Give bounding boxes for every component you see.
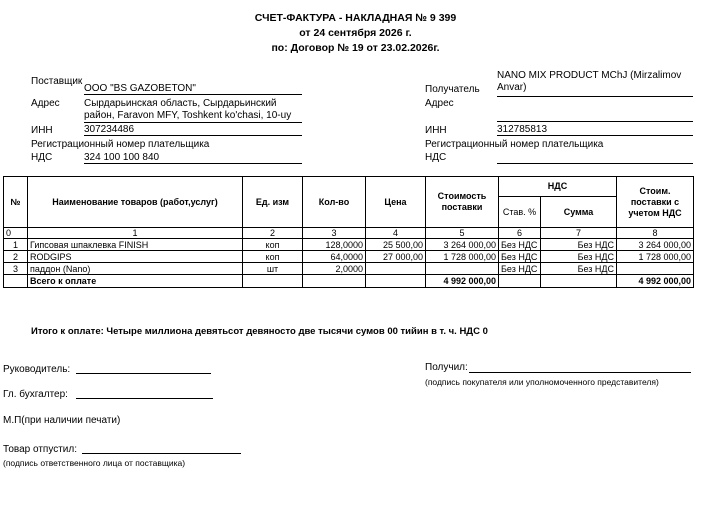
supplier-inn: 307234486	[84, 124, 302, 136]
document-date: от 24 сентября 2026 г.	[299, 27, 412, 39]
table-row	[4, 239, 694, 251]
header-rate: Став. %	[499, 197, 541, 228]
row-price: 25 500,00	[366, 239, 426, 251]
row-cost: 3 264 000,00	[426, 239, 499, 251]
recipient-nds-line	[497, 163, 693, 164]
received-signature-line	[469, 372, 691, 373]
row-unit: коп	[243, 251, 303, 263]
manager-signature-line	[76, 373, 211, 374]
recipient-reg-label: Регистрационный номер плательщика	[425, 139, 604, 150]
received-note: (подпись покупателя или уполномоченного представителя)	[425, 377, 659, 387]
recipient-nds-label: НДС	[425, 152, 447, 163]
header-qty: Кол-во	[303, 177, 366, 228]
row-num: 3	[4, 263, 28, 275]
table-row	[4, 263, 694, 275]
row-unit: коп	[243, 239, 303, 251]
accountant-label: Гл. бухгалтер:	[3, 389, 68, 400]
recipient-address-line	[497, 121, 693, 122]
recipient-address-label: Адрес	[425, 98, 454, 109]
header-num: №	[4, 177, 28, 228]
row-name: RODGIPS	[28, 251, 243, 263]
column-number-row	[4, 228, 694, 239]
row-rate: Без НДС	[499, 239, 541, 251]
row-rate: Без НДС	[499, 251, 541, 263]
recipient-inn: 312785813	[497, 124, 693, 136]
row-total: 3 264 000,00	[617, 239, 694, 251]
supplier-label: Поставщик	[31, 76, 83, 87]
header-cost: Стоимость поставки	[426, 177, 499, 228]
released-signature-line	[82, 453, 241, 454]
header-nds: НДС	[499, 177, 617, 197]
row-sum: Без НДС	[541, 263, 617, 275]
col-number: 1	[28, 228, 243, 239]
col-number: 2	[243, 228, 303, 239]
col-number: 0	[4, 228, 28, 239]
released-note: (подпись ответственного лица от поставщика)	[3, 458, 186, 468]
row-name: Гипсовая шпаклевка FINISH	[28, 239, 243, 251]
row-sum: Без НДС	[541, 239, 617, 251]
supplier-address-label: Адрес	[31, 98, 60, 109]
supplier-name: ООО "BS GAZOBETON"	[84, 83, 302, 95]
recipient-label: Получатель	[425, 84, 480, 95]
row-cost	[426, 263, 499, 275]
total-with-nds: 4 992 000,00	[617, 275, 694, 288]
row-price: 27 000,00	[366, 251, 426, 263]
accountant-signature-line	[76, 398, 213, 399]
stamp-label: М.П(при наличии печати)	[3, 415, 121, 426]
header-sum: Сумма	[541, 197, 617, 228]
col-number: 5	[426, 228, 499, 239]
total-cost: 4 992 000,00	[426, 275, 499, 288]
row-num: 2	[4, 251, 28, 263]
total-label: Всего к оплате	[28, 275, 243, 288]
supplier-nds: 324 100 100 840	[84, 152, 302, 164]
row-price	[366, 263, 426, 275]
amount-in-words: Итого к оплате: Четыре миллиона девятьсот девяносто две тысячи сумов 00 тийин в т. ч. НДС 0	[31, 326, 488, 337]
total-row	[4, 275, 694, 288]
manager-label: Руководитель:	[3, 364, 71, 375]
released-label: Товар отпустил:	[3, 444, 77, 455]
supplier-address: Сырдарьинская область, Сырдарьинский район, Faravon MFY, Toshkent ko'chasi, 10-uy	[84, 98, 302, 123]
document-title: СЧЕТ-ФАКТУРА - НАКЛАДНАЯ № 9 399	[254, 12, 457, 24]
col-number: 6	[499, 228, 541, 239]
col-number: 4	[366, 228, 426, 239]
header-total: Стоим. поставки с учетом НДС	[617, 177, 694, 228]
header-unit: Ед. изм	[243, 177, 303, 228]
supplier-nds-label: НДС	[31, 152, 53, 163]
row-qty: 64,0000	[303, 251, 366, 263]
supplier-inn-label: ИНН	[31, 125, 53, 136]
col-number: 7	[541, 228, 617, 239]
col-number: 3	[303, 228, 366, 239]
col-number: 8	[617, 228, 694, 239]
contract-reference: по: Договор № 19 от 23.02.2026г.	[271, 42, 440, 54]
row-total: 1 728 000,00	[617, 251, 694, 263]
row-cost: 1 728 000,00	[426, 251, 499, 263]
recipient-name: NANO MIX PRODUCT MChJ (Mirzalimov Anvar)	[497, 70, 693, 97]
row-qty: 128,0000	[303, 239, 366, 251]
row-total	[617, 263, 694, 275]
received-label: Получил:	[425, 362, 468, 373]
supplier-reg-label: Регистрационный номер плательщика	[31, 139, 210, 150]
row-rate: Без НДС	[499, 263, 541, 275]
row-name: паддон (Nano)	[28, 263, 243, 275]
header-price: Цена	[366, 177, 426, 228]
row-qty: 2,0000	[303, 263, 366, 275]
invoice-table	[3, 176, 694, 288]
row-num: 1	[4, 239, 28, 251]
table-row	[4, 251, 694, 263]
row-sum: Без НДС	[541, 251, 617, 263]
row-unit: шт	[243, 263, 303, 275]
recipient-inn-label: ИНН	[425, 125, 447, 136]
header-name: Наименование товаров (работ,услуг)	[28, 177, 243, 228]
